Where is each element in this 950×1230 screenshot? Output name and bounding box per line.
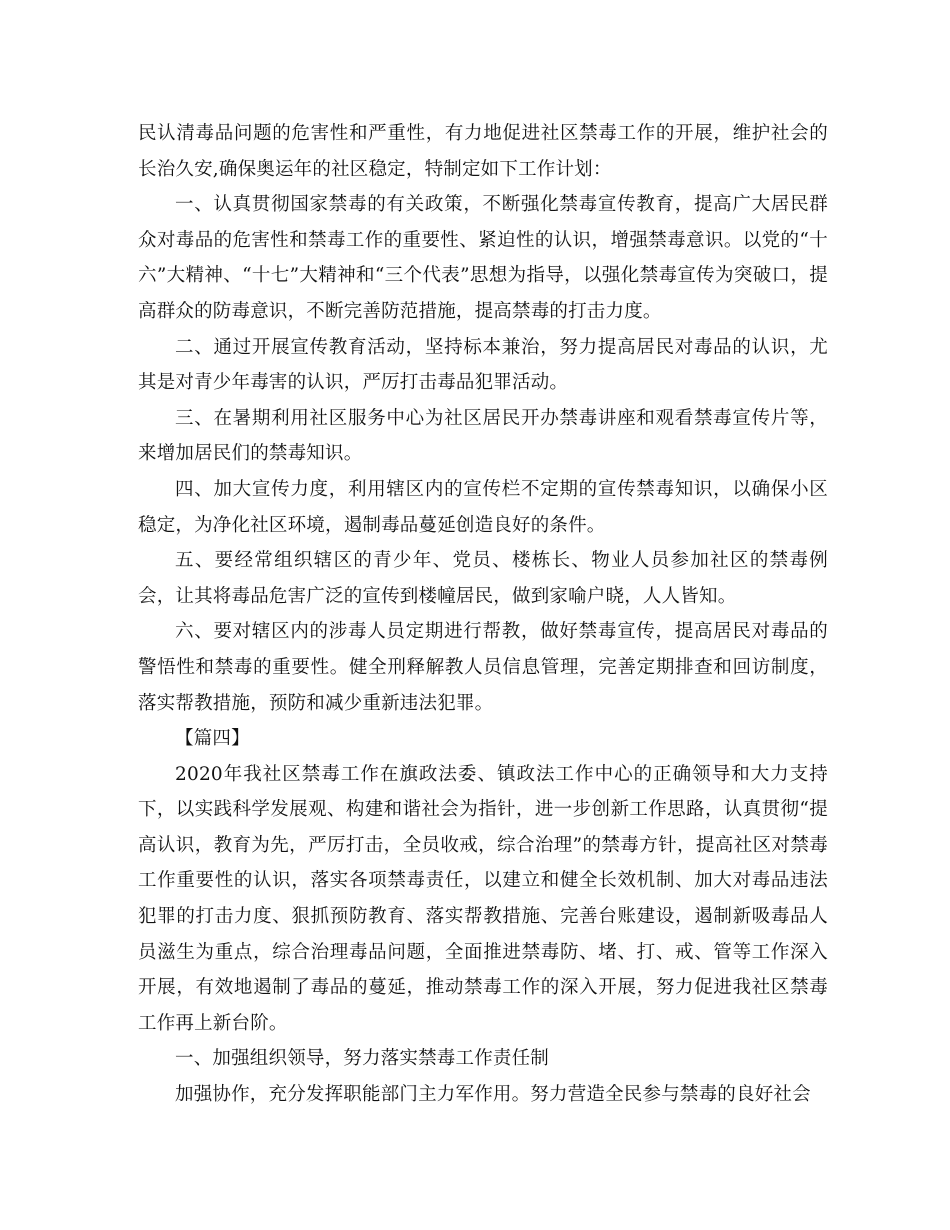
paragraph-item-4: 四、加大宣传力度，利用辖区内的宣传栏不定期的宣传禁毒知识，以确保小区稳定，为净化社区环境，遏制毒品蔓延创造良好的条件。 xyxy=(138,478,828,536)
paragraph-subheading-1: 一、加强组织领导，努力落实禁毒工作责任制 xyxy=(175,1048,550,1070)
paragraph-item-1: 一、认真贯彻国家禁毒的有关政策，不断强化禁毒宣传教育，提高广大居民群众对毒品的危害性和禁毒工作的重要性、紧迫性的认识，增强禁毒意识。以党的“十六”大精神、“十七”大精神和“三个代表”思想为指导，以强化禁毒宣传为突破口，提高群众的防毒意识，不断完善防范措施，提高禁毒的打击力度。 xyxy=(138,194,828,322)
paragraph-item-5: 五、要经常组织辖区的青少年、党员、楼栋长、物业人员参加社区的禁毒例会，让其将毒品危害广泛的宣传到楼幢居民，做到家喻户晓，人人皆知。 xyxy=(138,550,828,607)
paragraph-intro: 民认清毒品问题的危害性和严重性，有力地促进社区禁毒工作的开展，维护社会的长治久安,确保奥运年的社区稳定，特制定如下工作计划： xyxy=(138,123,828,180)
section-heading: 【篇四】 xyxy=(175,728,250,750)
paragraph-item-3: 三、在暑期利用社区服务中心为社区居民开办禁毒讲座和观看禁毒宣传片等，来增加居民们的禁毒知识。 xyxy=(138,407,828,465)
paragraph-continued: 加强协作，充分发挥职能部门主力军作用。努力营造全民参与禁毒的良好社会 xyxy=(175,1084,811,1106)
paragraph-section-intro: 2020年我社区禁毒工作在旗政法委、镇政法工作中心的正确领导和大力支持下，以实践科学发展观、构建和谐社会为指针，进一步创新工作思路，认真贯彻“提高认识，教育为先，严厉打击，全员收戒，综合治理”的禁毒方针，提高社区对禁毒工作重要性的认识，落实各项禁毒责任，以建立和健全长效机制、加大对毒品违法犯罪的打击力度、狠抓预防教育、落实帮教措施、完善台账建设，遏制新吸毒品人员滋生为重点，综合治理毒品问题，全面推进禁毒防、堵、打、戒、管等工作深入开展，有效地遏制了毒品的蔓延，推动禁毒工作的深入开展，努力促进我社区禁毒工作再上新台阶。 xyxy=(138,763,828,1034)
paragraph-item-6: 六、要对辖区内的涉毒人员定期进行帮教，做好禁毒宣传，提高居民对毒品的警悟性和禁毒的重要性。健全刑释解教人员信息管理，完善定期排查和回访制度，落实帮教措施，预防和减少重新违法犯罪。 xyxy=(138,621,828,714)
paragraph-item-2: 二、通过开展宣传教育活动，坚持标本兼治，努力提高居民对毒品的认识，尤其是对青少年毒害的认识，严厉打击毒品犯罪活动。 xyxy=(138,336,828,394)
document-body xyxy=(138,116,828,1113)
